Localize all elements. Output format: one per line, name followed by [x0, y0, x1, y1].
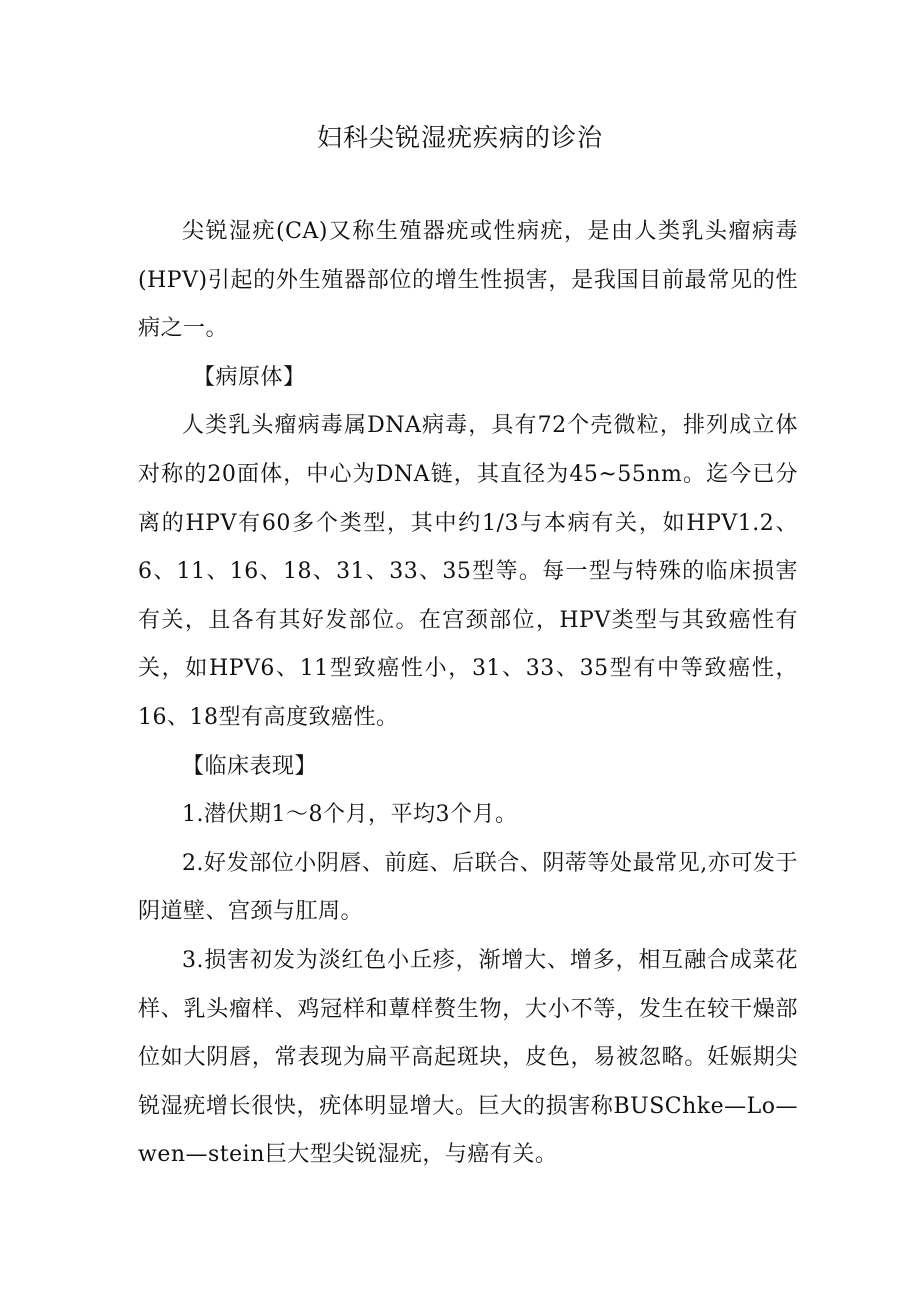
pathogen-paragraph: 人类乳头瘤病毒属DNA病毒，具有72个壳微粒，排列成立体对称的20面体，中心为DNA链，其直径为45~55nm。迄今已分离的HPV有60多个类型，其中约1/3与本病有关，如HPV1.2、6、11、16、18、31、33、35型等。每一型与特殊的临床损害有关，且各有其好发部位。在宫颈部位，HPV类型与其致癌性有关，如HPV6、11型致癌性小，31、33、35型有中等致癌性，16、18型有高度致癌性。 [138, 413, 798, 730]
clinical-item-3: 3.损害初发为淡红色小丘疹，渐增大、增多，相互融合成菜花样、乳头瘤样、鸡冠样和蕈样赘生物，大小不等，发生在较干燥部位如大阴唇，常表现为扁平高起斑块，皮色，易被忽略。妊娠期尖锐湿疣增长很快，疣体明显增大。巨大的损害称BUSChke—Lo—wen—stein巨大型尖锐湿疣，与癌有关。 [138, 947, 798, 1168]
clinical-item-1: 1.潜伏期1～8个月，平均3个月。 [182, 802, 518, 828]
section-heading-pathogen: 【病原体】 [193, 364, 306, 390]
intro-paragraph: 尖锐湿疣(CA)又称生殖器疣或性病疣，是由人类乳头瘤病毒(HPV)引起的外生殖器部位的增生性损害，是我国目前最常见的性病之一。 [138, 219, 798, 342]
document-body [138, 208, 798, 1180]
clinical-item-2: 2.好发部位小阴唇、前庭、后联合、阴蒂等处最常见,亦可发于阴道壁、宫颈与肛周。 [138, 850, 798, 925]
document-title: 妇科尖锐湿疣疾病的诊治 [316, 123, 603, 152]
section-heading-clinical: 【临床表现】 [182, 753, 318, 779]
